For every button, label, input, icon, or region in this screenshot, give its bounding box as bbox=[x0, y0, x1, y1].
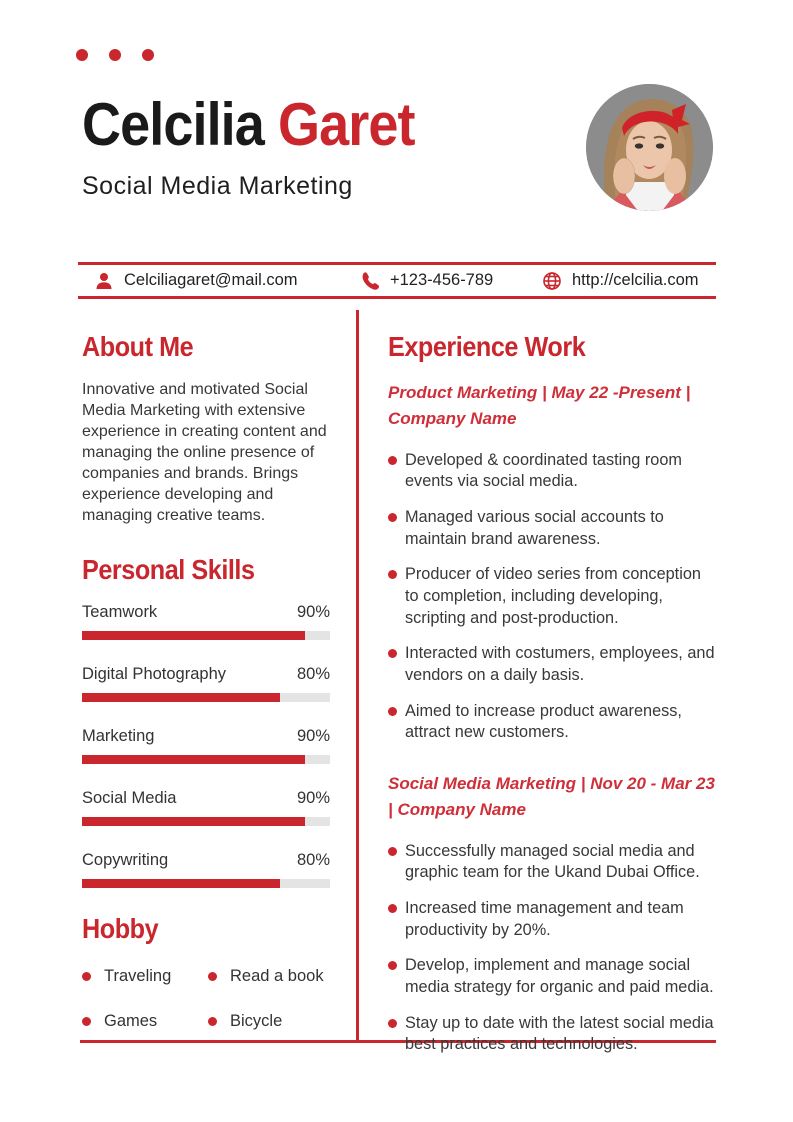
bullet-icon bbox=[388, 847, 397, 856]
main-content bbox=[80, 310, 716, 1054]
bullet-text: Increased time management and team productivity by 20%. bbox=[405, 899, 684, 939]
phone-text[interactable]: +123-456-789 bbox=[390, 271, 494, 289]
dot-icon bbox=[109, 49, 121, 61]
avatar bbox=[586, 84, 713, 211]
skill-label: Digital Photography bbox=[82, 664, 227, 683]
job-header: Product Marketing | May 22 -Present | Company Name bbox=[388, 383, 691, 429]
experience-bullet bbox=[388, 701, 716, 744]
skill-row bbox=[82, 789, 330, 826]
job-title-subtitle: Social Media Marketing bbox=[82, 172, 353, 201]
left-column bbox=[80, 310, 356, 1040]
bullet-text: Producer of video series from conception to completion, including developing, scripting and post-production. bbox=[405, 565, 701, 627]
experience-bullet bbox=[388, 450, 716, 493]
hobby-item bbox=[208, 967, 330, 986]
bullet-text: Developed & coordinated tasting room events via social media. bbox=[405, 450, 682, 491]
skill-percent: 80% bbox=[296, 850, 330, 869]
about-text: Innovative and motivated Social Media Marketing with extensive experience in creating content and managing the online presence of companies and brands. Brings experience developing and managing creative teams. bbox=[82, 381, 327, 524]
skill-label: Teamwork bbox=[82, 602, 158, 621]
header bbox=[82, 91, 452, 201]
skill-row bbox=[82, 665, 330, 702]
right-column bbox=[359, 310, 716, 1054]
contact-phone bbox=[360, 265, 493, 296]
profile-photo bbox=[586, 84, 713, 211]
hobby-item bbox=[82, 967, 208, 986]
skill-percent: 90% bbox=[296, 602, 330, 621]
skill-bar-fill bbox=[82, 755, 305, 764]
first-name: Celcilia bbox=[82, 91, 264, 158]
email-text[interactable]: Celciliagaret@mail.com bbox=[124, 271, 298, 289]
skill-bar-track bbox=[82, 755, 330, 764]
bullet-icon bbox=[82, 1017, 91, 1026]
experience-bullets bbox=[388, 841, 716, 1056]
phone-icon bbox=[360, 271, 380, 291]
globe-icon bbox=[542, 271, 562, 291]
hobby-item bbox=[82, 1012, 208, 1031]
hobby-list bbox=[82, 967, 330, 1031]
contact-bar bbox=[78, 262, 716, 299]
bullet-icon bbox=[208, 972, 217, 981]
skill-bar-fill bbox=[82, 631, 305, 640]
person-icon bbox=[94, 271, 114, 291]
page-title bbox=[82, 91, 415, 158]
skill-row bbox=[82, 727, 330, 764]
bullet-text: Interacted with costumers, employees, and vendors on a daily basis. bbox=[405, 644, 715, 685]
experience-bullet bbox=[388, 841, 716, 884]
experience-bullet bbox=[388, 955, 716, 998]
experience-bullets bbox=[388, 450, 716, 744]
dot-icon bbox=[76, 49, 88, 61]
dot-icon bbox=[142, 49, 154, 61]
decor-dots bbox=[76, 49, 154, 61]
section-title-about: About Me bbox=[82, 331, 194, 362]
skill-percent: 90% bbox=[296, 788, 330, 807]
bullet-icon bbox=[388, 961, 397, 970]
skill-bar-track bbox=[82, 817, 330, 826]
experience-bullet bbox=[388, 643, 716, 686]
bullet-icon bbox=[388, 570, 397, 579]
bullet-icon bbox=[388, 649, 397, 658]
contact-email bbox=[94, 265, 298, 296]
section-title-hobby: Hobby bbox=[82, 912, 159, 944]
skill-bar-track bbox=[82, 879, 330, 888]
bullet-text: Stay up to date with the latest social media best practices and technologies. bbox=[405, 1013, 714, 1054]
bullet-text: Aimed to increase product awareness, attract new customers. bbox=[405, 701, 682, 742]
skill-label: Marketing bbox=[82, 726, 155, 745]
bullet-text: Managed various social accounts to maintain brand awareness. bbox=[405, 508, 664, 548]
hobby-label: Bicycle bbox=[230, 1011, 283, 1030]
hobby-label: Read a book bbox=[230, 966, 324, 985]
job-header: Social Media Marketing | Nov 20 - Mar 23 | Company Name bbox=[388, 774, 715, 820]
experience-bullet bbox=[388, 564, 716, 629]
skill-bar-track bbox=[82, 631, 330, 640]
bullet-text: Develop, implement and manage social media strategy for organic and paid media. bbox=[405, 956, 714, 997]
bullet-icon bbox=[388, 707, 397, 716]
skill-bar-fill bbox=[82, 693, 280, 702]
experience-bullet bbox=[388, 898, 716, 941]
skill-label: Social Media bbox=[82, 788, 177, 807]
bullet-icon bbox=[388, 513, 397, 522]
bullet-icon bbox=[388, 904, 397, 913]
bullet-text: Successfully managed social media and graphic team for the Ukand Dubai Office. bbox=[405, 841, 700, 882]
hobby-label: Games bbox=[104, 1011, 158, 1030]
section-title-experience: Experience Work bbox=[388, 331, 586, 362]
bullet-icon bbox=[208, 1017, 217, 1026]
bullet-icon bbox=[388, 1019, 397, 1028]
skill-bar-fill bbox=[82, 817, 305, 826]
skill-bar-fill bbox=[82, 879, 280, 888]
website-text[interactable]: http://celcilia.com bbox=[572, 271, 699, 289]
bullet-icon bbox=[82, 972, 91, 981]
contact-website bbox=[542, 265, 699, 296]
skill-row bbox=[82, 851, 330, 888]
skill-percent: 90% bbox=[296, 726, 330, 745]
skill-percent: 80% bbox=[296, 664, 330, 683]
skill-bar-track bbox=[82, 693, 330, 702]
skill-label: Copywriting bbox=[82, 850, 169, 869]
experience-bullet bbox=[388, 1013, 716, 1056]
hobby-label: Traveling bbox=[104, 966, 172, 985]
last-name: Garet bbox=[278, 91, 415, 158]
hobby-item bbox=[208, 1012, 330, 1031]
experience-bullet bbox=[388, 507, 716, 550]
bullet-icon bbox=[388, 456, 397, 465]
skill-row bbox=[82, 603, 330, 640]
section-title-skills: Personal Skills bbox=[82, 553, 255, 585]
